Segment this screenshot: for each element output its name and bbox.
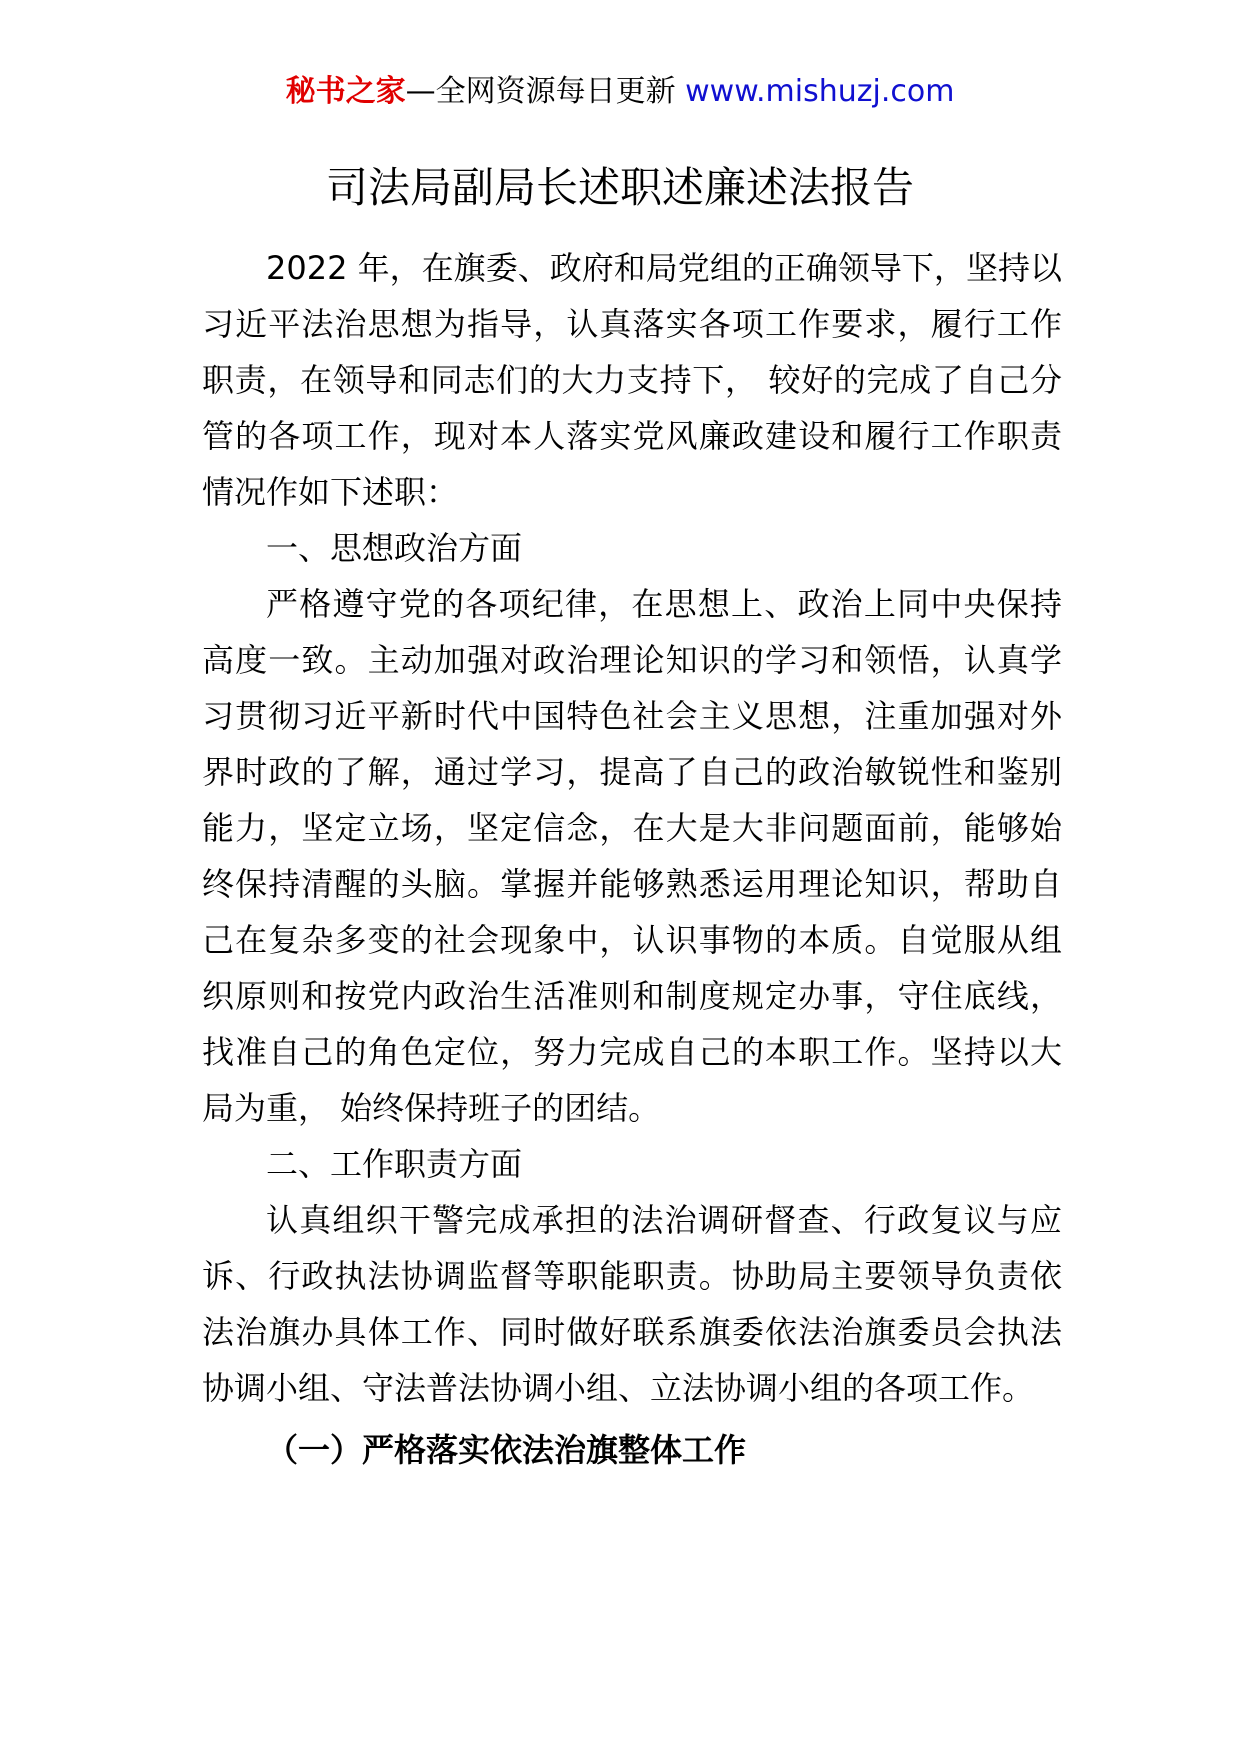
- site-url-link[interactable]: www.mishuzj.com: [685, 74, 955, 109]
- site-header: [0, 72, 1240, 112]
- paragraph-duties: 认真组织干警完成承担的法治调研督查、行政复议与应诉、行政执法协调监督等职能职责。协助局主要领导负责依法治旗办具体工作、同时做好联系旗委依法治旗委员会执法协调小组、守法普法协调小组、立法协调小组的各项工作。: [202, 1201, 1062, 1407]
- section-heading-2: 二、工作职责方面: [266, 1145, 523, 1183]
- document-title: 司法局副局长述职述廉述法报告: [325, 163, 914, 212]
- paragraph-intro: 2022 年，在旗委、政府和局党组的正确领导下，坚持以习近平法治思想为指导，认真落实各项工作要求，履行工作职责，在领导和同志们的大力支持下， 较好的完成了自己分管的各项工作，现对本人落实党风廉政建设和履行工作职责情况作如下述职：: [202, 249, 1062, 511]
- header-slogan: —全网资源每日更新: [405, 74, 676, 109]
- document-body: [202, 240, 1062, 1478]
- paragraph-political: 严格遵守党的各项纪律，在思想上、政治上同中央保持高度一致。主动加强对政治理论知识的学习和领悟，认真学习贯彻习近平新时代中国特色社会主义思想，注重加强对外界时政的了解，通过学习，提高了自己的政治敏锐性和鉴别能力，坚定立场，坚定信念，在大是大非问题面前，能够始终保持清醒的头脑。掌握并能够熟悉运用理论知识，帮助自己在复杂多变的社会现象中，认识事物的本质。自觉服从组织原则和按党内政治生活准则和制度规定办事，守住底线，找准自己的角色定位，努力完成自己的本职工作。坚持以大局为重， 始终保持班子的团结。: [202, 585, 1062, 1127]
- section-heading-1: 一、思想政治方面: [266, 529, 523, 567]
- brand-name: 秘书之家: [285, 74, 406, 109]
- subsection-heading-1: （一）严格落实依法治旗整体工作: [266, 1431, 747, 1469]
